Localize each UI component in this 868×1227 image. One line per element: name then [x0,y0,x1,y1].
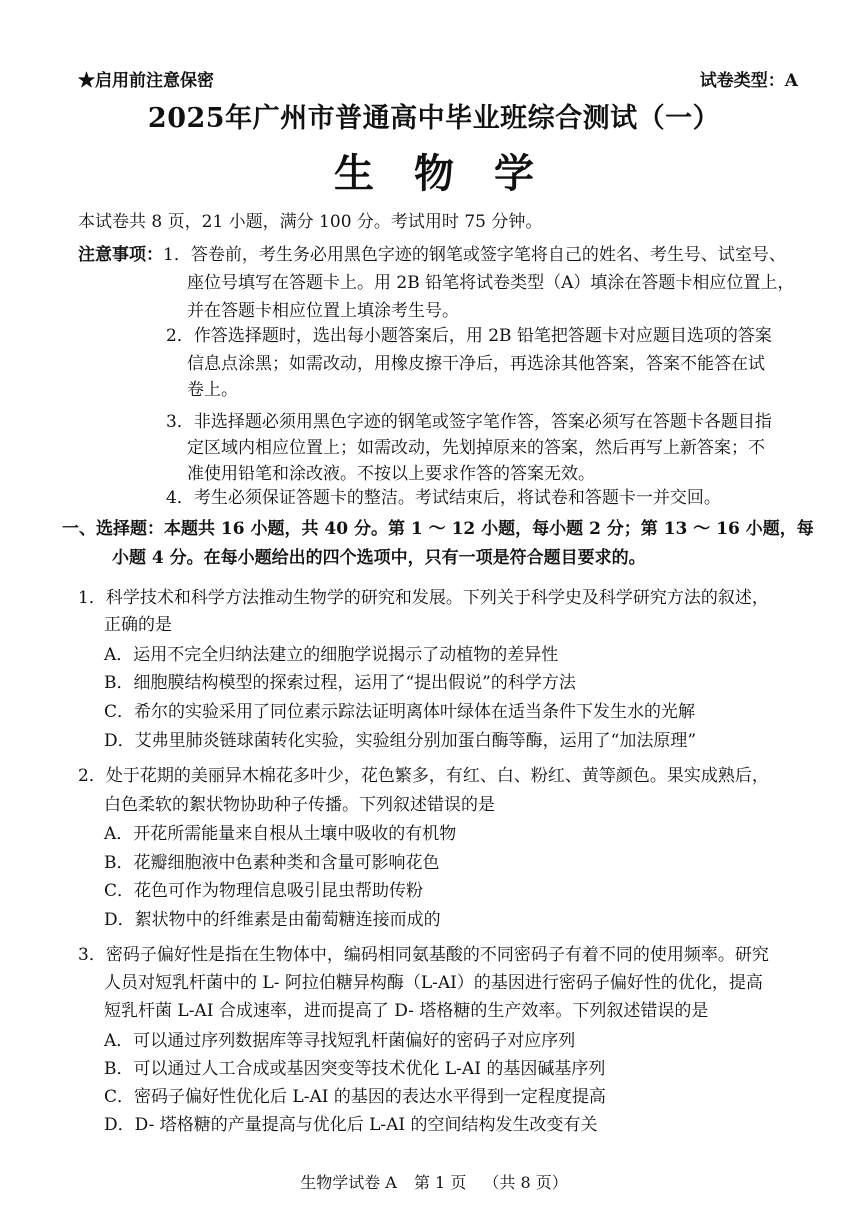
question-1-option-a: A．运用不完全归纳法建立的细胞学说揭示了动植物的差异性 [104,645,559,665]
question-2-option-c: C．花色可作为物理信息吸引昆虫帮助传粉 [104,881,424,901]
footer-total-pages: （共 8 页） [483,1173,568,1192]
question-3-stem-line-2: 人员对短乳杆菌中的 L- 阿拉伯糖异构酶（L-AI）的基因进行密码子偏好性的优化，提高 [104,973,763,993]
note-1-line-2: 座位号填写在答题卡上。用 2B 铅笔将试卷类型（A）填涂在答题卡相应位置上， [187,273,795,293]
notes-block [78,243,786,267]
note-3-line-3: 准使用铅笔和涂改液。不按以上要求作答的答案无效。 [187,464,595,484]
question-2-option-a: A．开花所需能量来自根从土壤中吸收的有机物 [104,824,457,844]
note-3-line-2: 定区域内相应位置上；如需改动，先划掉原来的答案，然后再写上新答案；不 [187,438,765,458]
question-3-option-c: C．密码子偏好性优化后 L-AI 的基因的表达水平得到一定程度提高 [104,1087,606,1107]
question-1-option-d: D．艾弗里肺炎链球菌转化实验，实验组分别加蛋白酶等酶，运用了“加法原理” [104,731,697,751]
question-2-stem-line-2: 白色柔软的絮状物协助种子传播。下列叙述错误的是 [104,795,495,815]
question-1-option-c: C．希尔的实验采用了同位素示踪法证明离体叶绿体在适当条件下发生水的光解 [104,702,696,722]
question-3-option-b: B．可以通过人工合成或基因突变等技术优化 L-AI 的基因碱基序列 [104,1059,606,1079]
footer-page-number: 第 1 页 [413,1173,467,1192]
exam-intro: 本试卷共 8 页，21 小题，满分 100 分。考试用时 75 分钟。 [78,212,543,232]
question-1-option-b: B．细胞膜结构模型的探索过程，运用了“提出假说”的科学方法 [104,673,576,693]
section-1-line-1: 一、选择题：本题共 16 小题，共 40 分。第 1 ～ 12 小题，每小题 2 分；第 13 ～ 16 小题，每 [62,519,814,539]
question-2-option-b: B．花瓣细胞液中色素种类和含量可影响花色 [104,853,440,873]
footer-paper-name: 生物学试卷 A [300,1173,397,1192]
section-1-line-2: 小题 4 分。在每小题给出的四个选项中，只有一项是符合题目要求的。 [112,548,646,568]
question-3-stem-line-1: 3．密码子偏好性是指在生物体中，编码相同氨基酸的不同密码子有着不同的使用频率。研究 [78,945,769,965]
question-1-stem-line-1: 1．科学技术和科学方法推动生物学的研究和发展。下列关于科学史及科学研究方法的叙述， [78,588,769,608]
subject-title: 生物学 [334,150,574,197]
note-1-line-1: 1．答卷前，考生务必用黑色字迹的钢笔或签字笔将自己的姓名、考生号、试室号、 [163,245,786,265]
note-4-line-1: 4．考生必须保证答题卡的整洁。考试结束后，将试卷和答题卡一并交回。 [166,488,721,508]
note-2-line-1: 2．作答选择题时，选出每小题答案后，用 2B 铅笔把答题卡对应题目选项的答案 [166,326,772,346]
note-3-line-1: 3．非选择题必须用黑色字迹的钢笔或签字笔作答，答案必须写在答题卡各题目指 [166,412,772,432]
note-2-line-3: 卷上。 [187,380,238,400]
question-3-stem-line-3: 短乳杆菌 L-AI 合成速率，进而提高了 D- 塔格糖的生产效率。下列叙述错误的是 [104,1001,709,1021]
question-3-option-a: A．可以通过序列数据库等寻找短乳杆菌偏好的密码子对应序列 [104,1031,576,1051]
confidential-notice: ★启用前注意保密 [78,71,214,91]
exam-title: 2025年广州市普通高中毕业班综合测试（一） [147,103,721,134]
question-3-option-d: D．D- 塔格糖的产量提高与优化后 L-AI 的空间结构发生改变有关 [104,1115,598,1135]
question-1-stem-line-2: 正确的是 [104,615,172,635]
paper-type: 试卷类型：A [699,71,798,91]
question-2-stem-line-1: 2．处于花期的美丽异木棉花多叶少，花色繁多，有红、白、粉红、黄等颜色。果实成熟后， [78,766,769,786]
note-1-line-3: 并在答题卡相应位置上填涂考生号。 [187,301,459,321]
note-2-line-2: 信息点涂黑；如需改动，用橡皮擦干净后，再选涂其他答案，答案不能答在试 [187,354,765,374]
notes-label: 注意事项： [78,245,163,265]
page-footer [0,1170,868,1193]
question-2-option-d: D．絮状物中的纤维素是由葡萄糖连接而成的 [104,910,441,930]
